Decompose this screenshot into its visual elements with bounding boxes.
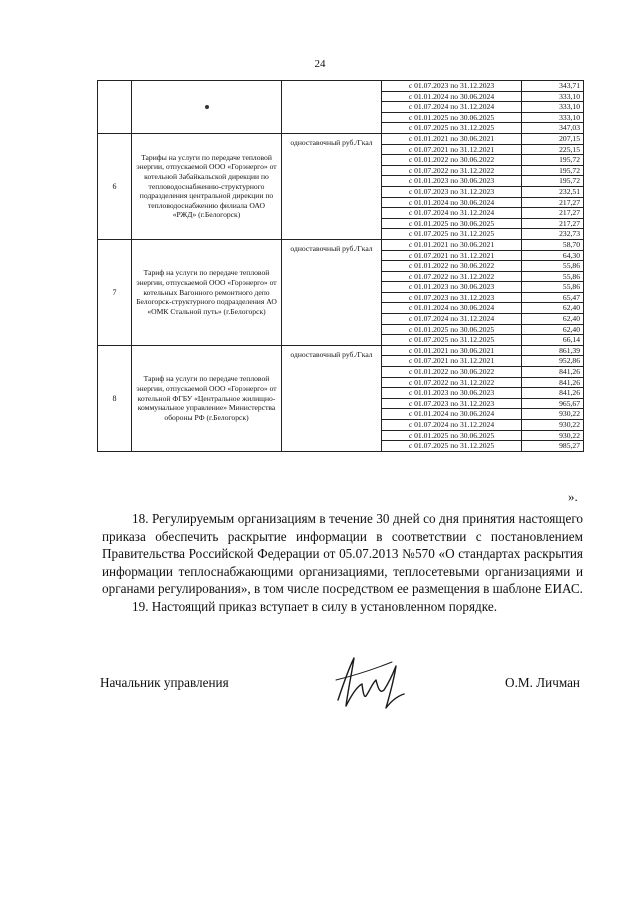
period-cell: с 01.07.2023 по 31.12.2023 xyxy=(382,81,522,92)
period-cell: с 01.01.2022 по 30.06.2022 xyxy=(382,261,522,272)
period-cell: с 01.01.2023 по 30.06.2023 xyxy=(382,176,522,187)
value-cell: 930,22 xyxy=(522,409,584,420)
value-cell: 232,73 xyxy=(522,229,584,240)
period-cell: с 01.07.2025 по 31.12.2025 xyxy=(382,123,522,134)
period-cell: с 01.07.2024 по 31.12.2024 xyxy=(382,208,522,219)
signatory-name: О.М. Личман xyxy=(505,675,580,690)
tariff-unit: одноставочный руб./Гкал xyxy=(282,133,382,239)
period-cell: с 01.01.2025 по 30.06.2025 xyxy=(382,324,522,335)
period-cell: с 01.01.2024 по 30.06.2024 xyxy=(382,409,522,420)
value-cell: 55,86 xyxy=(522,261,584,272)
period-cell: с 01.07.2023 по 31.12.2023 xyxy=(382,292,522,303)
value-cell: 195,72 xyxy=(522,176,584,187)
row-number-cell xyxy=(98,81,132,134)
period-cell: с 01.07.2021 по 31.12.2021 xyxy=(382,144,522,155)
value-cell: 841,26 xyxy=(522,367,584,378)
tariff-table xyxy=(97,80,584,452)
period-cell: с 01.01.2024 по 30.06.2024 xyxy=(382,303,522,314)
period-cell: с 01.01.2024 по 30.06.2024 xyxy=(382,197,522,208)
period-cell: с 01.01.2021 по 30.06.2021 xyxy=(382,133,522,144)
value-cell: 62,40 xyxy=(522,303,584,314)
paragraph-18: 18. Регулируемым организациям в течение 30 дней со дня принятия настоящего приказа обеспечить раскрытие информации в соответствии с постановлением Правительства Российской Федерации от 05.07.2013 №570 «О стандартах раскрытия информации теплоснабжающими организациями, теплосетевыми организациями и органами регулирования», в том числе посредством ее размещения в шаблоне ЕИАС. xyxy=(102,511,583,597)
value-cell: 841,26 xyxy=(522,377,584,388)
period-cell: с 01.07.2022 по 31.12.2022 xyxy=(382,165,522,176)
body-text xyxy=(102,510,583,616)
value-cell: 217,27 xyxy=(522,218,584,229)
tariff-unit: одноставочный руб./Гкал xyxy=(282,345,382,451)
value-cell: 62,40 xyxy=(522,314,584,325)
signature-block xyxy=(100,650,580,720)
value-cell: 952,86 xyxy=(522,356,584,367)
bullet-dot xyxy=(205,105,209,109)
period-cell: с 01.01.2025 по 30.06.2025 xyxy=(382,430,522,441)
value-cell: 62,40 xyxy=(522,324,584,335)
tariff-unit: одноставочный руб./Гкал xyxy=(282,239,382,345)
period-cell: с 01.01.2025 по 30.06.2025 xyxy=(382,112,522,123)
period-cell: с 01.01.2022 по 30.06.2022 xyxy=(382,367,522,378)
period-cell: с 01.01.2025 по 30.06.2025 xyxy=(382,218,522,229)
value-cell: 55,86 xyxy=(522,282,584,293)
period-cell: с 01.07.2023 по 31.12.2023 xyxy=(382,398,522,409)
value-cell: 333,10 xyxy=(522,102,584,113)
row-number: 8 xyxy=(98,345,132,451)
table-row xyxy=(98,345,584,356)
period-cell: с 01.07.2024 по 31.12.2024 xyxy=(382,102,522,113)
row-number: 6 xyxy=(98,133,132,239)
value-cell: 965,67 xyxy=(522,398,584,409)
value-cell: 347,03 xyxy=(522,123,584,134)
value-cell: 930,22 xyxy=(522,430,584,441)
period-cell: с 01.07.2021 по 31.12.2021 xyxy=(382,356,522,367)
value-cell: 232,51 xyxy=(522,186,584,197)
value-cell: 333,10 xyxy=(522,112,584,123)
period-cell: с 01.01.2022 по 30.06.2022 xyxy=(382,155,522,166)
tariff-description: Тариф на услуги по передаче тепловой энергии, отпускаемой ООО «Горэнерго» от котельной ФГБУ «Центральное жилищно-коммунальное управление» Министерства обороны РФ (г.Белогорск) xyxy=(132,345,282,451)
handwritten-signature xyxy=(332,650,410,712)
value-cell: 217,27 xyxy=(522,197,584,208)
unit-cell xyxy=(282,81,382,134)
value-cell: 217,27 xyxy=(522,208,584,219)
table-row xyxy=(98,239,584,250)
value-cell: 66,14 xyxy=(522,335,584,346)
period-cell: с 01.01.2024 по 30.06.2024 xyxy=(382,91,522,102)
period-cell: с 01.01.2023 по 30.06.2023 xyxy=(382,282,522,293)
table-row xyxy=(98,81,584,92)
period-cell: с 01.01.2021 по 30.06.2021 xyxy=(382,345,522,356)
value-cell: 195,72 xyxy=(522,155,584,166)
value-cell: 195,72 xyxy=(522,165,584,176)
value-cell: 343,71 xyxy=(522,81,584,92)
period-cell: с 01.07.2025 по 31.12.2025 xyxy=(382,441,522,452)
period-cell: с 01.07.2022 по 31.12.2022 xyxy=(382,271,522,282)
value-cell: 55,86 xyxy=(522,271,584,282)
value-cell: 985,27 xyxy=(522,441,584,452)
value-cell: 930,22 xyxy=(522,420,584,431)
period-cell: с 01.07.2024 по 31.12.2024 xyxy=(382,314,522,325)
value-cell: 333,10 xyxy=(522,91,584,102)
table-row xyxy=(98,133,584,144)
value-cell: 64,30 xyxy=(522,250,584,261)
period-cell: с 01.07.2021 по 31.12.2021 xyxy=(382,250,522,261)
period-cell: с 01.07.2023 по 31.12.2023 xyxy=(382,186,522,197)
period-cell: с 01.01.2021 по 30.06.2021 xyxy=(382,239,522,250)
tariff-description: Тарифы на услуги по передаче тепловой энергии, отпускаемой ООО «Горэнерго» от котельной Забайкальской дирекции по тепловодоснабжению-структурного подразделения центральной дирекции по тепловодоснабжению филиала ОАО «РЖД» (г.Белогорск) xyxy=(132,133,282,239)
value-cell: 58,70 xyxy=(522,239,584,250)
period-cell: с 01.07.2025 по 31.12.2025 xyxy=(382,229,522,240)
value-cell: 841,26 xyxy=(522,388,584,399)
tariff-description: Тариф на услуги по передаче тепловой энергии, отпускаемой ООО «Горэнерго» от котельных Вагонного ремонтного депо Белогорск-структурного подразделения АО «ОМК Стальной путь» (г.Белогорск) xyxy=(132,239,282,345)
page-number: 24 xyxy=(314,58,326,70)
signatory-title: Начальник управления xyxy=(100,675,229,690)
value-cell: 207,15 xyxy=(522,133,584,144)
period-cell: с 01.01.2023 по 30.06.2023 xyxy=(382,388,522,399)
period-cell: с 01.07.2024 по 31.12.2024 xyxy=(382,420,522,431)
description-cell xyxy=(132,81,282,134)
value-cell: 225,15 xyxy=(522,144,584,155)
period-cell: с 01.07.2025 по 31.12.2025 xyxy=(382,335,522,346)
period-cell: с 01.07.2022 по 31.12.2022 xyxy=(382,377,522,388)
paragraph-19: 19. Настоящий приказ вступает в силу в установленном порядке. xyxy=(132,598,497,614)
row-number: 7 xyxy=(98,239,132,345)
value-cell: 65,47 xyxy=(522,292,584,303)
value-cell: 861,39 xyxy=(522,345,584,356)
closing-quote: ». xyxy=(568,489,578,504)
